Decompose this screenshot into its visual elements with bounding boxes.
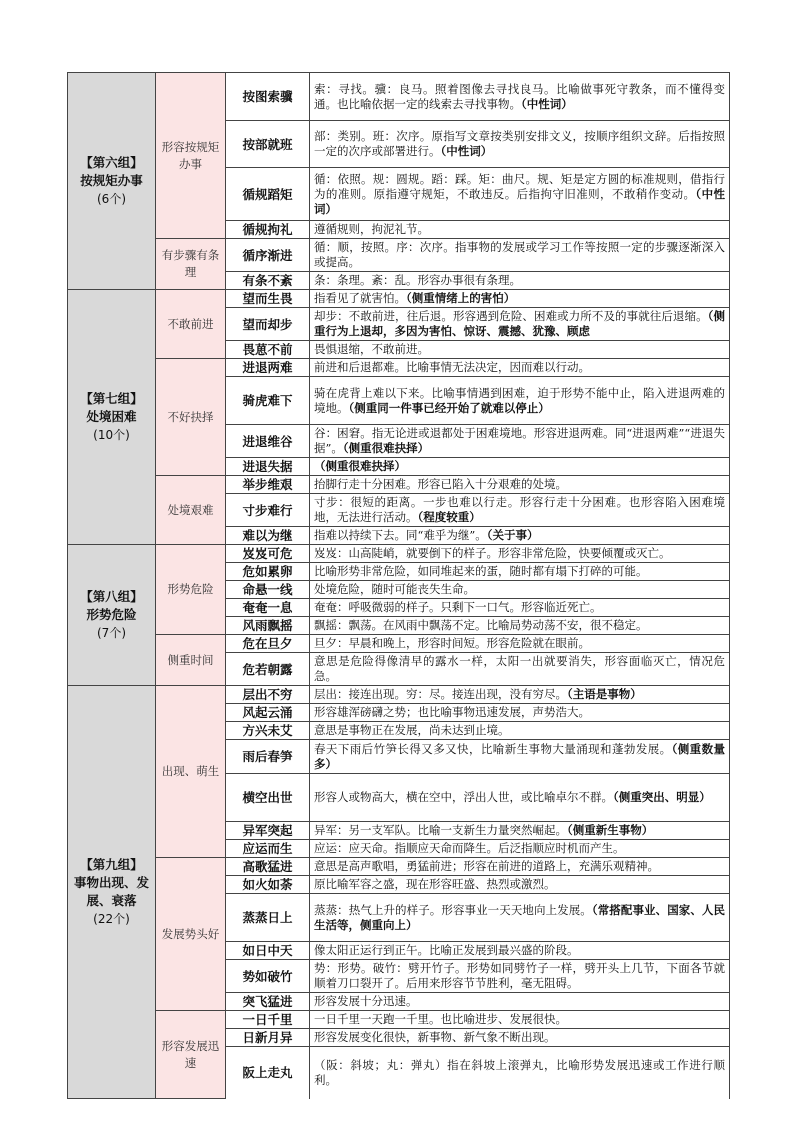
group-title: 【第六组】 [80,155,143,170]
definition-text: 像太阳正运行到正午。比喻正发展到最兴盛的阶段。 [314,943,579,957]
idiom-definition [310,1047,730,1099]
group-name: 形势危险 [86,607,137,622]
idiom-definition [310,121,730,168]
idiom-word: 异军突起 [226,822,310,840]
idiom-word: 日新月异 [226,1029,310,1047]
idiom-word: 奄奄一息 [226,599,310,617]
definition-note: （中性词） [440,144,493,158]
idiom-definition [310,563,730,581]
idiom-word: 进退失据 [226,458,310,476]
definition-text: 奄奄：呼吸微弱的样子。只剩下一口气。形容临近死亡。 [314,600,602,614]
subgroup-label: 形容发展迅速 [156,1011,226,1099]
definition-text: 循：顺，按照。序：次序。指事物的发展或学习工作等按照一定的步骤逐渐深入或提高。 [314,240,725,269]
idiom-definition [310,425,730,458]
definition-text: 比喻形势非常危险，如同堆起来的蛋，随时都有塌下打碎的可能。 [314,564,648,578]
definition-text: 势：形势。破竹：劈开竹子。形势如同劈竹子一样，劈开头上几节，下面各节就顺着刀口裂开了。后用来形容节节胜利，毫无阻碍。 [314,961,725,990]
idiom-word: 循规拘礼 [226,221,310,239]
idiom-definition [310,960,730,993]
idiom-definition [310,858,730,876]
idiom-definition [310,840,730,858]
definition-text: 形容雄浑磅礴之势；也比喻事物迅速发展，声势浩大。 [314,705,590,719]
idiom-word: 望而却步 [226,308,310,341]
definition-text: 层出：接连出现。穷：尽。接连出现，没有穷尽。 [314,687,567,701]
definition-note: （侧重行为上退却，多因为害怕、惊讶、震撼、犹豫、顾虑 [314,309,726,338]
definition-text: 旦夕：早晨和晚上，形容时间短。形容危险就在眼前。 [314,636,590,650]
idiom-word: 畏葸不前 [226,341,310,359]
idiom-word: 难以为继 [226,527,310,545]
definition-text: 意思是高声歌唱，勇猛前进；形容在前进的道路上，充满乐观精神。 [314,859,659,873]
group-count: (22个) [93,912,130,926]
group-7-cell [68,290,156,545]
definition-note: （常搭配事业、国家、人民生活等，侧重向上） [314,902,726,932]
idiom-definition [310,527,730,545]
definition-text: 前进和后退都难。比喻事情无法决定，因而难以行动。 [314,360,590,374]
idiom-word: 循规蹈矩 [226,168,310,221]
group-8-cell [68,545,156,686]
definition-text: （阪：斜坡；丸：弹丸）指在斜坡上滚弹丸，比喻形势发展迅速或工作进行顺利。 [314,1057,725,1087]
idiom-word: 寸步难行 [226,494,310,527]
group-count: (7个) [97,626,126,640]
idiom-word: 有条不紊 [226,272,310,290]
subgroup-label: 不敢前进 [156,290,226,359]
group-name: 按规矩办事 [80,173,143,188]
definition-text: 意思是危险得像清早的露水一样，太阳一出就要消失，形容面临灭亡，情况危急。 [314,654,725,683]
idiom-word: 进退维谷 [226,425,310,458]
idiom-definition [310,545,730,563]
subgroup-label: 不好抉择 [156,359,226,476]
idiom-definition [310,894,730,942]
idiom-word: 如日中天 [226,942,310,960]
definition-note: （主语是事物） [567,687,642,701]
group-6-cell [68,73,156,290]
definition-text: 条：条理。紊：乱。形容办事很有条理。 [314,273,521,287]
idiom-definition [310,476,730,494]
definition-note: （侧重同一件事已经开始了就难以停止） [348,400,550,415]
definition-text: 指看见了就害怕。 [314,291,406,305]
idiom-word: 如火如荼 [226,876,310,894]
definition-text: 蒸蒸：热气上升的样子。形容事业一天天地向上发展。 [314,902,592,917]
definition-text: 循：依照。规：圆规。蹈：踩。矩：曲尺。规、矩是定方圆的标准规则，借指行为的准则。原指遵守规矩，不敢违反。后指拘守旧准则，不敢稍作变动。 [314,171,725,201]
idiom-definition [310,722,730,740]
group-title: 【第九组】 [80,857,143,872]
idiom-word: 层出不穷 [226,686,310,704]
idiom-definition [310,993,730,1011]
idiom-definition [310,686,730,704]
idiom-word: 横空出世 [226,774,310,822]
definition-note: （中性词） [314,186,726,216]
idiom-definition [310,458,730,476]
subgroup-label: 出现、萌生 [156,686,226,858]
idiom-definition [310,740,730,774]
definition-text: 原比喻军容之盛，现在形容旺盛、热烈或激烈。 [314,877,556,891]
idiom-word: 望而生畏 [226,290,310,308]
idiom-word: 进退两难 [226,359,310,377]
idiom-definition [310,653,730,686]
subgroup-label: 形容按规矩办事 [156,73,226,239]
idiom-word: 按部就班 [226,121,310,168]
group-title: 【第八组】 [80,589,143,604]
group-count: (10个) [93,428,130,442]
idiom-definition [310,168,730,221]
idiom-word: 一日千里 [226,1011,310,1029]
idiom-definition [310,617,730,635]
definition-text: 谷：困窘。指无论进或退都处于困难境地。形容进退两难。同“进退两难”“进退失据”。 [314,426,725,455]
idiom-word: 突飞猛进 [226,993,310,1011]
subgroup-label: 侧重时间 [156,635,226,686]
idiom-word: 风雨飘摇 [226,617,310,635]
idiom-word: 阪上走丸 [226,1047,310,1099]
idiom-word: 应运而生 [226,840,310,858]
definition-text: 骑在虎背上难以下来。比喻事情遇到困难，迫于形势不能中止，陷入进退两难的境地。 [314,385,725,415]
definition-text: 畏惧退缩，不敢前进。 [314,342,429,356]
group-name: 事物出现、发展、衰落 [73,875,149,908]
idiom-word: 风起云涌 [226,704,310,722]
definition-note: （关于事） [486,528,539,542]
subgroup-label: 发展势头好 [156,858,226,1011]
definition-text: 形容人或物高大，横在空中，浮出人世，或比喻卓尔不群。 [314,790,613,804]
definition-text: 异军：另一支军队。比喻一支新生力量突然崛起。 [314,823,567,837]
definition-text: 却步：不敢前进，往后退。形容遇到危险、困难或力所不及的事就往后退缩。 [314,309,708,323]
group-count: (6个) [97,192,126,206]
idiom-word: 危如累卵 [226,563,310,581]
definition-note: （中性词） [521,96,573,111]
definition-note: （侧重情绪上的害怕） [406,291,516,305]
definition-note: （侧重很难抉择） [314,459,406,473]
idiom-word: 岌岌可危 [226,545,310,563]
definition-text: 指难以持续下去。同“难乎为继”。 [314,528,487,542]
idiom-definition [310,272,730,290]
definition-note: （侧重很难抉择） [342,441,430,455]
idiom-definition [310,774,730,822]
definition-note: （侧重新生事物） [567,823,654,837]
idiom-definition [310,359,730,377]
subgroup-label: 形势危险 [156,545,226,635]
definition-text: 形容发展变化很快，新事物、新气象不断出现。 [314,1030,556,1044]
definition-text: 处境危险，随时可能丧失生命。 [314,582,475,596]
subgroup-label: 有步骤有条理 [156,239,226,290]
idiom-word: 举步维艰 [226,476,310,494]
definition-note: （侧重突出、明显） [613,790,711,804]
idiom-word: 危在旦夕 [226,635,310,653]
definition-text: 意思是事物正在发展，尚未达到止境。 [314,723,510,737]
idiom-word: 蒸蒸日上 [226,894,310,942]
definition-text: 应运：应天命。指顺应天命而降生。后泛指顺应时机而产生。 [314,841,625,855]
idiom-definition [310,290,730,308]
group-title: 【第七组】 [80,391,143,406]
idiom-word: 势如破竹 [226,960,310,993]
idiom-definition [310,1029,730,1047]
definition-text: 部：类别。班：次序。原指写文章按类别安排文义，按顺序组织文辞。后指按照一定的次序或部署进行。 [314,129,725,158]
idiom-definition [310,704,730,722]
definition-note: （程度较重） [417,510,481,524]
idiom-table [67,72,730,1099]
idiom-definition [310,73,730,121]
definition-text: 春天下雨后竹笋长得又多又快，比喻新生事物大量涌现和蓬勃发展。 [314,741,672,756]
idiom-word: 方兴未艾 [226,722,310,740]
idiom-definition [310,377,730,425]
idiom-definition [310,599,730,617]
definition-text: 索：寻找。骥：良马。照着图像去寻找良马。比喻做事死守教条，而不懂得变通。也比喻依据一定的线索去寻找事物。 [314,81,725,111]
idiom-word: 雨后春笋 [226,740,310,774]
idiom-definition [310,239,730,272]
definition-text: 飘摇：飘荡。在风雨中飘荡不定。比喻局势动荡不安，很不稳定。 [314,618,648,632]
idiom-definition [310,341,730,359]
idiom-definition [310,876,730,894]
definition-text: 岌岌：山高陡峭，就要倒下的样子。形容非常危险，快要倾覆或灭亡。 [314,546,671,560]
group-9-cell [68,686,156,1099]
idiom-word: 高歌猛进 [226,858,310,876]
idiom-definition [310,1011,730,1029]
idiom-word: 循序渐进 [226,239,310,272]
idiom-word: 骑虎难下 [226,377,310,425]
definition-text: 一日千里一天跑一千里。也比喻进步、发展很快。 [314,1012,567,1026]
idiom-definition [310,635,730,653]
idiom-word: 命悬一线 [226,581,310,599]
idiom-definition [310,221,730,239]
definition-text: 遵循规则，拘泥礼节。 [314,222,429,236]
idiom-definition [310,581,730,599]
subgroup-label: 处境艰难 [156,476,226,545]
idiom-word: 按图索骥 [226,73,310,121]
idiom-definition [310,942,730,960]
group-name: 处境困难 [86,409,137,424]
idiom-definition [310,308,730,341]
definition-text: 寸步：很短的距离。一步也难以行走。形容行走十分困难。也形容陷入困难境地，无法进行活动。 [314,495,725,524]
definition-text: 抬脚行走十分困难。形容已陷入十分艰难的处境。 [314,477,567,491]
idiom-definition [310,494,730,527]
definition-text: 形容发展十分迅速。 [314,994,418,1008]
idiom-definition [310,822,730,840]
definition-note: （侧重数量多） [314,741,726,771]
idiom-word: 危若朝露 [226,653,310,686]
